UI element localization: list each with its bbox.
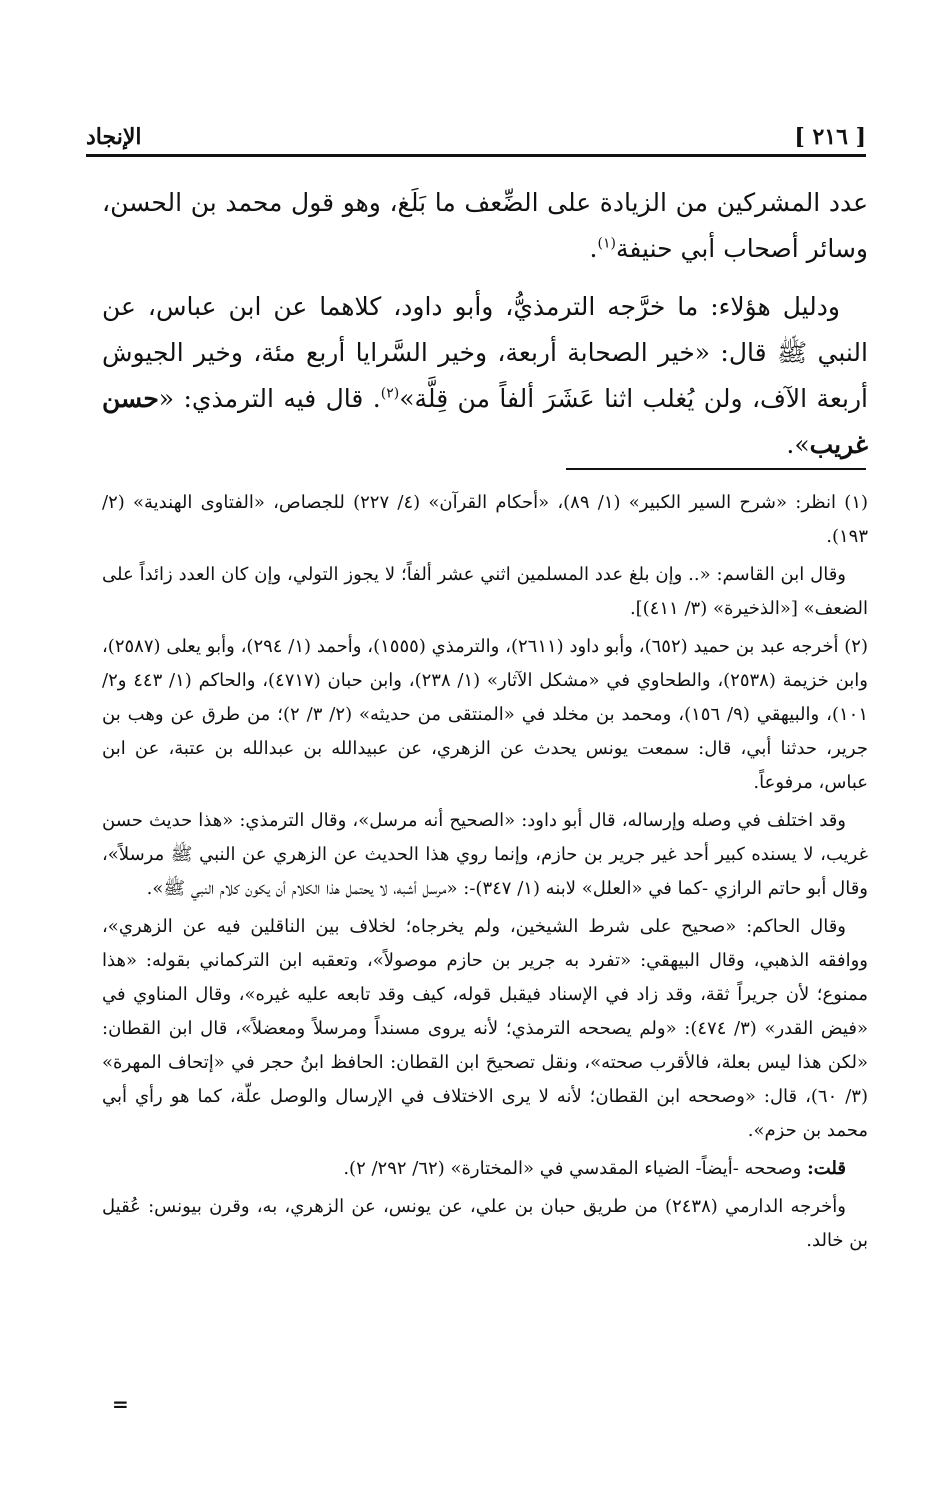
main-paragraph: [102, 284, 868, 468]
footnote-ref: (١): [597, 235, 616, 252]
footnote-2-text: وصححه -أيضاً- الضياء المقدسي في «المختارة» (٦٢/ ٢٩٢/ ٢).: [343, 1158, 808, 1179]
main-paragraph-text: عدد المشركين من الزيادة على الضِّعف ما بَلَغ، وهو قول محمد بن الحسن، وسائر أصحاب أبي حنيفة: [102, 188, 868, 263]
footnote-1-continued: وقال ابن القاسم: «.. وإن بلغ عدد المسلمين اثني عشر ألفاً؛ لا يجوز التولي، وإن كان العدد زائداً على الضعف» [«الذخيرة» (٣/ ٤١١)].: [102, 564, 868, 619]
continuation-mark: =: [112, 1392, 129, 1416]
footnote-2-paragraph: وقال الحاكم: «صحيح على شرط الشيخين، ولم يخرجاه؛ لخلاف بين الناقلين فيه عن الزهري»، ووافقه الذهبي، وقال البيهقي: «تفرد به جرير بن حازم موصولاً»، وتعقبه ابن التركماني بقوله: «هذا ممنوع؛ لأن جريراً ثقة، وقد زاد في الإسناد فيقبل قوله، كيف وقد تابعه عليه غيره»، وقال المناوي في «فيض القدر» (٣/ ٤٧٤): «ولم يصححه الترمذي؛ لأنه يروى مسنداً ومرسلاً ومعضلاً»، قال ابن القطان: «لكن هذا ليس بعلة، فالأقرب صحته»، ونقل تصحيحَ ابن القطان: الحافظ ابنُ حجر في «إتحاف المهرة» (٣/ ٦٠)، قال: «وصححه ابن القطان؛ لأنه لا يرى الاختلاف في الإرسال والوصل علّة، كما هو رأي أبي محمد بن حزم».: [102, 916, 869, 1141]
footnote-2-paragraph: [102, 1152, 868, 1186]
page-number: [ ٢١٦ ]: [794, 124, 866, 150]
main-paragraph: [102, 180, 868, 272]
main-text: [102, 180, 868, 480]
footnote-ref: (٢): [380, 385, 400, 402]
footnote-2: (٢) أخرجه عبد بن حميد (٦٥٢)، وأبو داود (٢٦١١)، والترمذي (١٥٥٥)، وأحمد (١/ ٢٩٤)، وأبو يعلى (٢٥٨٧)، وابن خزيمة (٢٥٣٨)، والطحاوي في «مشكل الآثار» (١/ ٢٣٨)، وابن حبان (٤٧١٧)، والحاكم (١/ ٤٤٣ و٢/ ١٠١)، والبيهقي (٩/ ١٥٦)، ومحمد بن مخلد في «المنتقى من حديثه» (٢/ ٣/ ٢)؛ من طرق عن وهب بن جرير، حدثنا أبي، قال: سمعت يونس يحدث عن الزهري، عن عبيدالله بن عبدالله بن عتبة، عن ابن عباس، مرفوعاً.: [102, 636, 869, 793]
main-paragraph-end: .: [589, 234, 598, 263]
hadith-grade: حسن غريب: [102, 384, 868, 459]
footnote-2-paragraph: وقد اختلف في وصله وإرساله، قال أبو داود: «الصحيح أنه مرسل»، وقال الترمذي: «هذا حديث حسن غريب، لا يسنده كبير أحد غير جرير بن حازم، وإنما روي هذا الحديث عن الزهري عن النبي ﷺ مرسلاً»، وقال أبو حاتم الرازي -كما في «العلل» لابنه (١/ ٣٤٧)-: «مرسل أشبه، لا يحتمل هذا الكلام أن يكون كلام النبي ﷺ».: [102, 810, 868, 899]
page-header: [86, 110, 866, 150]
header-rule: [86, 154, 866, 157]
footnotes: [102, 486, 868, 1262]
footnote-1: (١) انظر: «شرح السير الكبير» (١/ ٨٩)، «أحكام القرآن» (٤/ ٢٢٧) للجصاص، «الفتاوى الهندية» (٢/ ١٩٣).: [102, 492, 869, 547]
book-title: الإنجاد: [86, 124, 142, 150]
main-paragraph-end: ».: [786, 430, 810, 459]
main-paragraph-text: ودليل هؤلاء: ما خرَّجه الترمذيُّ، وأبو داود، كلاهما عن ابن عباس، عن النبي ﷺ قال: «خير الصحابة أربعة، وخير السَّرايا أربع مئة، وخير الجيوش أربعة الآف، ولن يُغلب اثنا عَشَرَ ألفاً من قِلَّة»: [102, 292, 868, 413]
qultu-label: قلت:: [807, 1158, 846, 1179]
footnote-2-paragraph: وأخرجه الدارمي (٢٤٣٨) من طريق حبان بن علي، عن يونس، عن الزهري، به، وقرن بيونس: عُقيل بن خالد.: [102, 1196, 868, 1251]
main-paragraph-text: . قال فيه الترمذي: «: [158, 384, 381, 413]
footnote-separator: [566, 468, 866, 470]
